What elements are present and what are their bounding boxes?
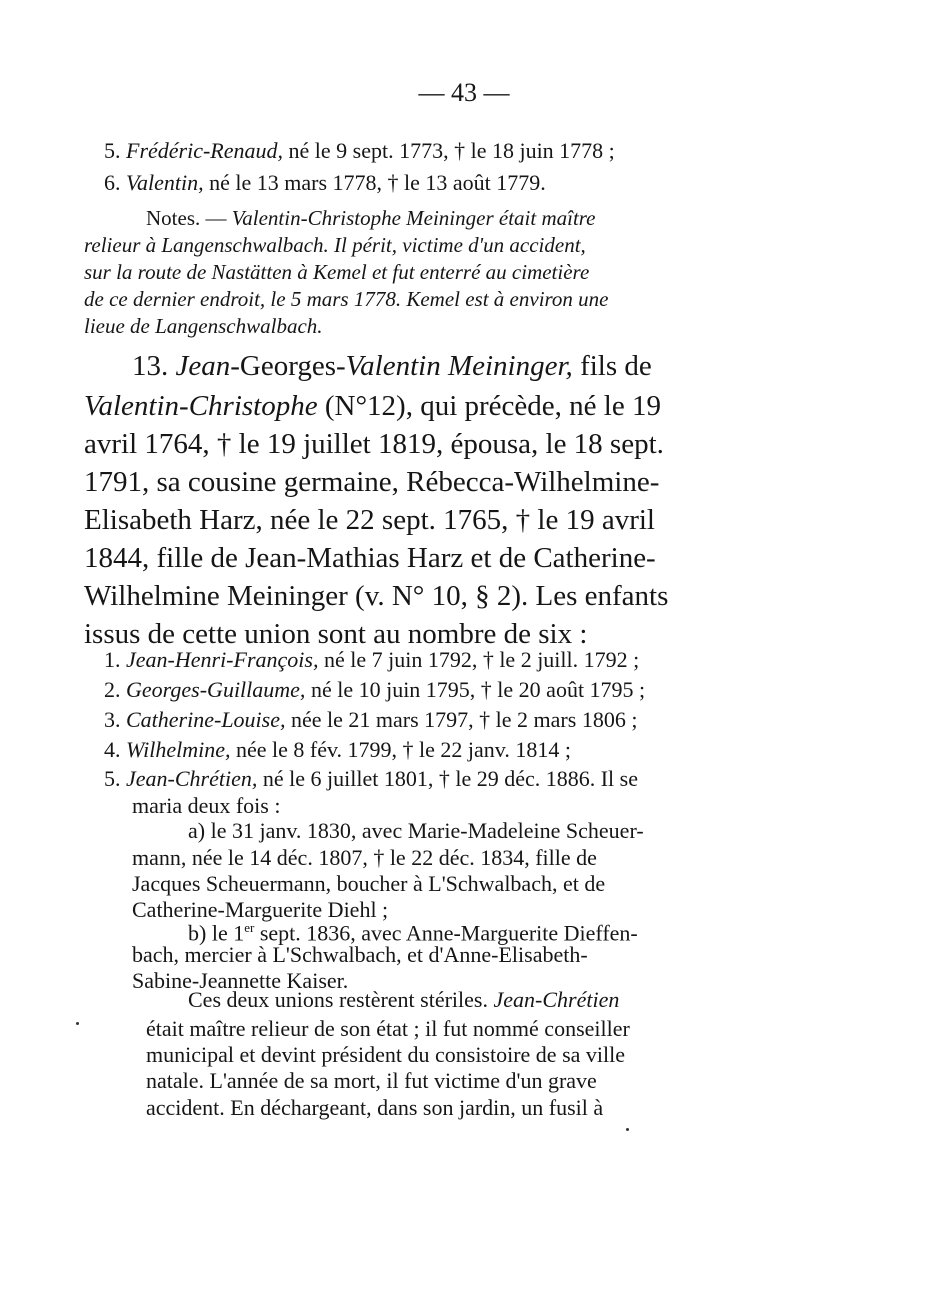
marriage-line: b) le 1er sept. 1836, avec Anne-Marguerite Dieffen-: [188, 920, 638, 946]
page-number: — 43 —: [418, 78, 510, 107]
child-name: Frédéric-Renaud,: [126, 138, 283, 163]
notes-label: Notes. —: [146, 206, 232, 230]
list-item: 2. Georges-Guillaume, né le 10 juin 1795, † le 20 août 1795 ;: [104, 677, 646, 702]
list-item: 4. Wilhelmine, née le 8 fév. 1799, † le 22 janv. 1814 ;: [104, 737, 571, 762]
marriage-line: Catherine-Marguerite Diehl ;: [132, 897, 389, 922]
entry-line: Elisabeth Harz, née le 22 sept. 1765, † le 19 avril: [84, 504, 655, 536]
entry-line: avril 1764, † le 19 juillet 1819, épousa, le 18 sept.: [84, 428, 664, 460]
notes-line: de ce dernier endroit, le 5 mars 1778. Kemel est à environ une: [84, 287, 609, 311]
child-name: Jean-Chrétien,: [126, 766, 258, 791]
entry-line: 1791, sa cousine germaine, Rébecca-Wilhelmine-: [84, 466, 660, 498]
child-name: Jean-Henri-François,: [126, 647, 319, 672]
child-name: Wilhelmine,: [126, 737, 231, 762]
marriage-line: Sabine-Jeannette Kaiser.: [132, 968, 349, 993]
entry-line: 1844, fille de Jean-Mathias Harz et de Catherine-: [84, 542, 656, 574]
entry-line: issus de cette union sont au nombre de six :: [84, 618, 588, 650]
notes-line: sur la route de Nastätten à Kemel et fut enterré au cimetière: [84, 260, 590, 284]
child-name: Valentin,: [126, 170, 204, 195]
scan-speck: [626, 1128, 629, 1131]
list-item: 6. Valentin, né le 13 mars 1778, † le 13 août 1779.: [104, 170, 546, 195]
paragraph-line: accident. En déchargeant, dans son jardin, un fusil à: [146, 1095, 604, 1120]
child-name: Catherine-Louise,: [126, 707, 286, 732]
entry-line: Wilhelmine Meininger (v. N° 10, § 2). Les enfants: [84, 580, 669, 612]
list-item: 1. Jean-Henri-François, né le 7 juin 1792, † le 2 juill. 1792 ;: [104, 647, 640, 672]
entry-line: Valentin-Christophe (N°12), qui précède, né le 19: [84, 390, 661, 422]
list-item: 3. Catherine-Louise, née le 21 mars 1797, † le 2 mars 1806 ;: [104, 707, 638, 732]
marriage-line: bach, mercier à L'Schwalbach, et d'Anne-Elisabeth-: [132, 942, 588, 967]
notes-line: Notes. — Valentin-Christophe Meininger était maître: [146, 206, 596, 230]
notes-line: relieur à Langenschwalbach. Il périt, victime d'un accident,: [84, 233, 586, 257]
child-name: Georges-Guillaume,: [126, 677, 306, 702]
paragraph-line: Ces deux unions restèrent stériles. Jean-Chrétien: [188, 987, 620, 1012]
paragraph-line: était maître relieur de son état ; il fut nommé conseiller: [146, 1016, 630, 1041]
marriage-line: Jacques Scheuermann, boucher à L'Schwalbach, et de: [132, 871, 606, 896]
scan-speck: [76, 1022, 79, 1025]
notes-line: lieue de Langenschwalbach.: [84, 314, 323, 338]
list-item-continuation: maria deux fois :: [132, 793, 281, 818]
list-item: 5. Jean-Chrétien, né le 6 juillet 1801, † le 29 déc. 1886. Il se: [104, 766, 638, 791]
entry-heading: 13. Jean-Georges-Valentin Meininger, fils de: [132, 350, 652, 382]
paragraph-line: natale. L'année de sa mort, il fut victime d'un grave: [146, 1068, 597, 1093]
paragraph-line: municipal et devint président du consistoire de sa ville: [146, 1042, 625, 1067]
list-item: 5. Frédéric-Renaud, né le 9 sept. 1773, † le 18 juin 1778 ;: [104, 138, 615, 163]
marriage-line: mann, née le 14 déc. 1807, † le 22 déc. 1834, fille de: [132, 845, 597, 870]
marriage-line: a) le 31 janv. 1830, avec Marie-Madeleine Scheuer-: [188, 818, 644, 843]
